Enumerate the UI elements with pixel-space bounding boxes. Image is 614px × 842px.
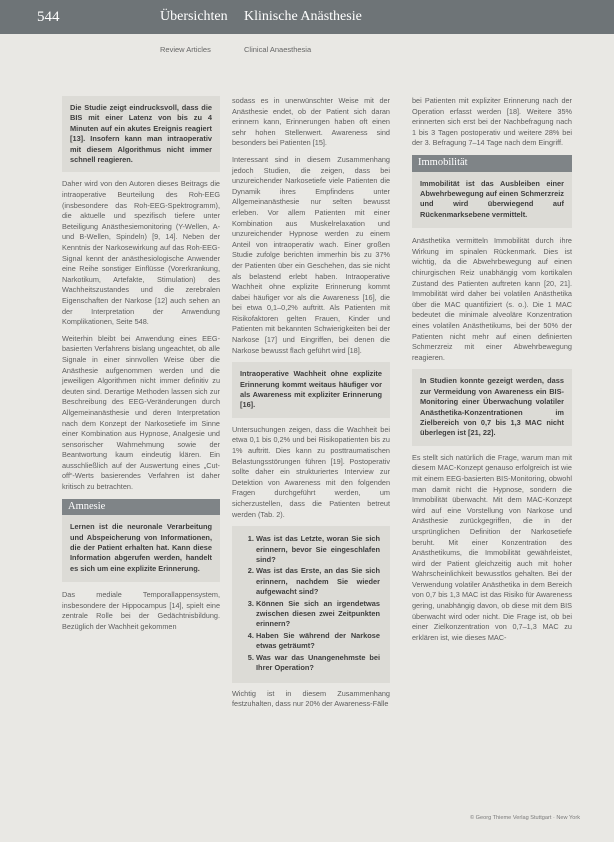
topic-heading: Klinische Anästhesie	[244, 9, 362, 24]
footer-copyright: © Georg Thieme Verlag Stuttgart · New York	[469, 815, 580, 821]
question-list	[232, 526, 390, 682]
body-paragraph: Das mediale Temporallappensystem, insbesondere der Hippocampus [14], spielt eine zentrale Rolle bei der Gedächtnisbildung. Bezüglich der Wachheit gekommen	[62, 590, 220, 632]
page-number: 544	[37, 9, 60, 25]
body-paragraph: Anästhetika vermitteln Immobilität durch ihre Wirkung im spinalen Rückenmark. Dies ist wichtig, da die Abwehrbewegung auf einen chirurgischen Reiz unabhängig vom kortikalen Zustand des Patienten auftreten kann [20, 21]. Immobilität wird daher bei volatilen Anästhetika über die MAC quantifiziert (s. o.). Die 1 MAC bedeutet die minimale alveoläre Konzentration eines volatilen Anästhetikums, bei der 50% der Patienten nicht mehr auf einen definierten Schmerzreiz mit einer Abwehrbewegung reagieren.	[412, 236, 572, 362]
header-band	[0, 0, 614, 34]
section-title-immobilitaet: Immobilität	[412, 155, 572, 172]
question-item: 4. Haben Sie während der Narkose etwas geträumt?	[256, 631, 380, 652]
body-paragraph: sodass es in unerwünschter Weise mit der Anästhesie endet, ob der Patient sich daran erinnern kann, Erinnerungen haben oft einen sehr hohen Stellenwert. Awareness sind besonders bei Patienten [15].	[232, 96, 390, 148]
highlight-box: In Studien konnte gezeigt werden, dass zur Vermeidung von Awareness ein BIS-Monitoring einer Überwachung volatiler Anästhetika-Konzentrationen im Zielbereich von 0,7 bis 1,3 MAC nicht überlegen ist [21, 22].	[412, 369, 572, 445]
body-paragraph: bei Patienten mit expliziter Erinnerung nach der Operation erfasst werden [18]. Weitere 35% erinnerten sich erst bei der Nachbefragung nach 1 bis 3 Tagen postoperativ und weitere 28% bei der 3. Befragung 7–14 Tage nach dem Eingriff.	[412, 96, 572, 148]
body-paragraph: Daher wird von den Autoren dieses Beitrags die intraoperative Beurteilung des Roh-EEG (insbesondere das Roh-EEG-Spektrogramm), die aktuelle und spezifisch tiefere unter Beteiligung Anästhesiemonitoring (Y-Wellen, A- und B-Wellen, Spindeln) [9, 14]. Neben der Kenntnis der Narkosewirkung auf das Roh-EEG-Signal kennt der anästhesiologische Anwender eine Reihe sonstiger Einflüsse (Vorerkrankung, Narkotikum, Artefakte, Stimulation) des Wachheitszustandes und die zerebralen Eigenschaften der Narkose [12] auch sehen an der Interpretation der Anwendung Komplikationen, Seite 548.	[62, 179, 220, 327]
body-paragraph: Wichtig ist in diesem Zusammenhang festzuhalten, dass nur 20% der Awareness-Fälle	[232, 688, 390, 709]
column-2	[232, 96, 390, 716]
question-item: 5. Was war das Unangenehmste bei Ihrer Operation?	[256, 653, 380, 674]
question-item: 1. Was ist das Letzte, woran Sie sich erinnern, bevor Sie eingeschlafen sind?	[256, 534, 380, 565]
body-paragraph: Untersuchungen zeigen, dass die Wachheit bei etwa 0,1 bis 0,2% und bei Risikopatienten bis zu 1% auftritt. Dies kann zu posttraumatischen Belastungsstörungen führen [19]. Postoperativ sollte daher ein strukturiertes Interview zur Detektion von Awareness mit den folgenden Fragen durchgeführt werden, um sicherzustellen, dass die Patienten betreut werden (Tab. 2).	[232, 424, 390, 519]
highlight-box: Die Studie zeigt eindrucksvoll, dass die BIS mit einer Latenz von bis zu 4 Minuten auf ein akutes Ereignis reagiert [13]. Insofern kann man intraoperativ mit diesem Algorithmus nicht immer schnell reagieren.	[62, 96, 220, 172]
column-3	[412, 96, 572, 649]
body-paragraph: Es stellt sich natürlich die Frage, warum man mit diesem MAC-Konzept genauso erfolgreich ist wie mit einem EEG-basierten BIS-Monitoring, obwohl man damit nicht die Hypnose, sondern die Immobilität überwacht. Mit dem MAC-Konzept wird auf eine Vorstellung von Narkose und Anästhesie zurückgegriffen, die in der ursprünglichen Definition der Narkosetiefe beruht. Mit einer Konzentration des Anästhetikums, die Immobilität gewährleistet, wird der Patient gleichzeitig auch mit hoher Wahrscheinlichkeit bewusstlos gehalten. Bei der Verwendung volatiler Anästhetika in dem Bereich von 0,7 bis 1,3 MAC ist das Risiko für Awareness gering, unabhängig davon, ob diese mit dem BIS überwacht wird oder nicht. Die Frage ist, ob bei einer Zielkonzentration von 0,7–1,3 MAC zu erklären ist, wie dieses MAC-	[412, 452, 572, 642]
topic-heading-english: Clinical Anaesthesia	[244, 45, 312, 54]
column-1	[62, 96, 220, 639]
highlight-box: Intraoperative Wachheit ohne explizite Erinnerung kommt weitaus häufiger vor als Awareness mit expliziter Erinnerung [16].	[232, 362, 390, 418]
definition-box: Immobilität ist das Ausbleiben einer Abwehrbewegung auf einen Schmerzreiz und wird überwiegend auf Rückenmarksebene vermittelt.	[412, 172, 572, 229]
section-heading: Übersichten	[160, 9, 228, 24]
question-item: 2. Was ist das Erste, an das Sie sich erinnern, nachdem Sie wieder aufgewacht sind?	[256, 566, 380, 597]
body-paragraph: Weiterhin bleibt bei Anwendung eines EEG-basierten Verfahrens bislang ungeachtet, ob alle Signale in einer sinnvollen Weise über die Anästhesie aufgenommen werden und die jeweiligen Algorithmen nicht immer definitiv zu deuten sind. Derartige Methoden lassen sich zur Beschreibung des EEG-Veränderungen durch Allgemeinanästhesie und deren Interpretation nach dem Konzept der Narkosetiefe im Sinne einer Kombination aus Hypnose, Analgesie und sensorischer Wahrnehmung sowie der Beantwortung kaum eindeutig klären. Ein ausschließlich auf der Auswertung eines „Cut-off“-Werts basierendes Verfahren ist daher kritisch zu betrachten.	[62, 333, 220, 492]
question-item: 3. Können Sie sich an irgendetwas zwischen diesen zwei Zeitpunkten erinnern?	[256, 599, 380, 630]
section-heading-english: Review Articles	[160, 45, 211, 54]
section-title-amnesie: Amnesie	[62, 499, 220, 516]
body-paragraph: Interessant sind in diesem Zusammenhang jedoch Studien, die zeigen, dass bei unzureichender Narkosetiefe viele Patienten die Dynamik ihres Empfindens unter Allgemeinanästhesie nur selten bewusst erleben. Vor allem Patienten mit einer Kombination aus Muskelrelaxation und unzureichender Hypnose werden zu einem Anteil von intraoperativ wach. Einer großen Studie zufolge berichten immerhin bis zu 37% der Patienten über ein Geschehen, das sie nicht als belastend erlebt haben. Intraoperative Wachheit ohne explizite Erinnerung kommt dabei häufiger vor als die Awareness [16], die bei etwa 0,1–0,2% auftritt. Als Patienten mit Risikofaktoren gelten Frauen, Kinder und Patienten mit bekannten Schwierigkeiten bei der Narkose [17] und Eingriffen, bei denen die Narkose bewusst flach geführt wird [18].	[232, 154, 390, 355]
definition-box: Lernen ist die neuronale Verarbeitung und Abspeicherung von Informationen, die der Patient erhalten hat. Kann diese Information abgerufen werden, handelt es sich um eine explizite Erinnerung.	[62, 515, 220, 582]
